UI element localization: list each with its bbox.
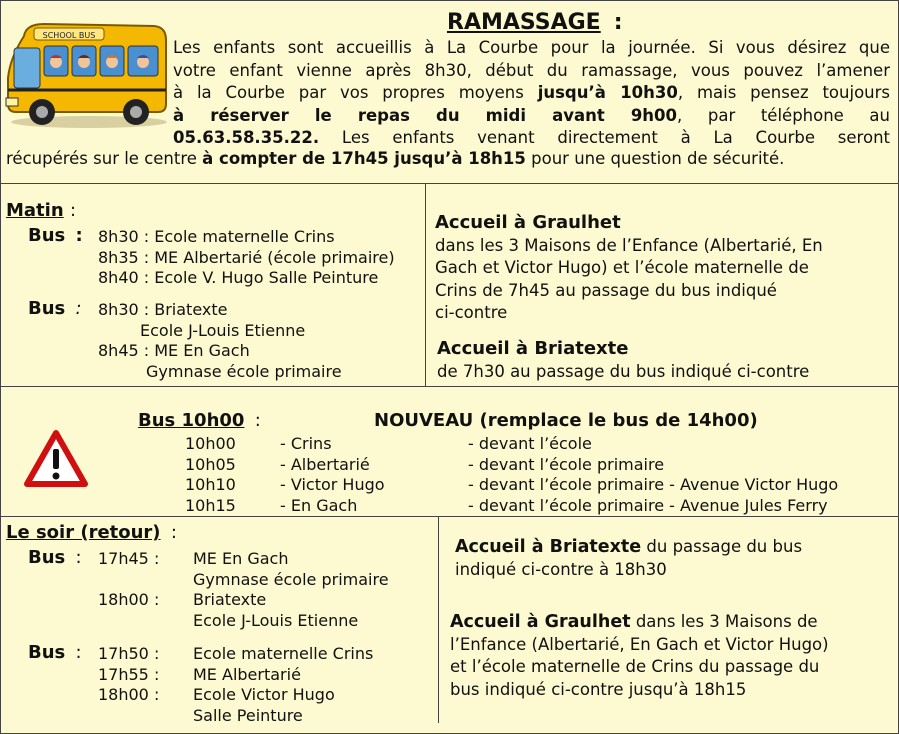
place: ME En Gach	[193, 549, 289, 568]
accueil-briatexte-title: Accueil à Briatexte	[437, 338, 629, 359]
list-item: 8h45 : ME En Gach	[98, 341, 250, 360]
divider-1	[0, 183, 899, 184]
bus-sign-text: SCHOOL BUS	[42, 31, 96, 40]
bus10-place: - Albertarié	[280, 454, 370, 474]
deadline-10h30: jusqu’à 10h30	[537, 83, 678, 102]
matin-accueil-graulhet	[435, 212, 823, 325]
ramassage-line-4: à réserver le repas du midi avant 9h00, par téléphone au	[173, 105, 890, 125]
warning-icon	[24, 429, 88, 489]
ramassage-line-2: votre enfant vienne après 8h30, début du ramassage, vous pouvez l’amener	[173, 60, 890, 80]
text-line: dans les 3 Maisons de l’Enfance (Albertarié, En	[435, 235, 823, 255]
place: Ecole J-Louis Etienne	[193, 610, 359, 630]
list-item: Ecole J-Louis Etienne	[140, 320, 306, 340]
place: ME Albertarié	[193, 664, 301, 684]
ramassage-title-row	[447, 10, 623, 35]
list-item: 8h30 : Ecole maternelle Crins	[98, 227, 335, 246]
matin-accueil-briatexte	[437, 338, 809, 383]
list-item: Gymnase école primaire	[146, 361, 342, 381]
soir-column-divider	[438, 517, 439, 723]
text-line: bus indiqué ci-contre jusqu’à 18h15	[450, 679, 747, 699]
place: Gymnase école primaire	[193, 569, 389, 589]
bus10-time: 10h15	[185, 495, 236, 515]
matin-bus2-label: Bus :	[28, 298, 82, 319]
bus10-place: - Crins	[280, 434, 332, 453]
soir-accueil-graulhet: Accueil à Graulhet dans les 3 Maisons de l’Enfance (Albertarié, En Gach et Victor Hugo) et l’école maternelle de Crins du passage du bus indiqué ci-contre jusqu’à 18h15	[450, 611, 829, 701]
bus10-time: 10h00	[185, 434, 236, 453]
bus10-location: - devant l’école primaire	[468, 454, 665, 474]
title-colon: :	[613, 10, 623, 35]
list-item: 8h35 : ME Albertarié (école primaire)	[98, 247, 395, 267]
bus10-time: 10h05	[185, 454, 236, 474]
ramassage-line-1: Les enfants sont accueillis à La Courbe pour la journée. Si vous désirez que	[173, 38, 890, 57]
ramassage-line-5: 05.63.58.35.22. Les enfants venant directement à La Courbe seront	[173, 128, 890, 147]
text-line: et l’école maternelle de Crins du passage du	[450, 657, 820, 676]
matin-bus1-label: Bus :	[28, 225, 83, 246]
place: Ecole Victor Hugo	[193, 685, 335, 704]
ramassage-last-line: récupérés sur le centre à compter de 17h45 jusqu’à 18h15 pour une question de sécurité.	[6, 149, 785, 168]
bus10-times	[185, 434, 236, 516]
ramassage-line-3: à la Courbe par vos propres moyens jusqu’à 10h30, mais pensez toujours	[173, 83, 890, 102]
divider-3	[0, 516, 899, 517]
list-item: 8h40 : Ecole V. Hugo Salle Peinture	[98, 268, 379, 287]
accueil-briatexte-title: Accueil à Briatexte	[455, 537, 642, 557]
school-bus-illustration	[4, 18, 169, 130]
bus10-heading: Bus 10h00 :	[138, 410, 261, 431]
soir-bus1-places	[193, 549, 389, 631]
matin-bus1-stops	[98, 227, 395, 289]
time: 17h55 :	[98, 664, 160, 684]
bus10-place: - En Gach	[280, 495, 358, 515]
pickup-time-range: à compter de 17h45 jusqu’à 18h15	[202, 149, 526, 168]
matin-heading: Matin :	[6, 200, 77, 221]
nouveau-label: NOUVEAU (remplace le bus de 14h00)	[374, 410, 758, 431]
time: 17h45 :	[98, 549, 160, 568]
time: 17h50 :	[98, 644, 160, 663]
divider-2	[0, 386, 899, 387]
text-line: Crins de 7h45 au passage du bus indiqué	[435, 280, 777, 300]
bus10-location: - devant l’école	[468, 434, 592, 453]
time	[98, 706, 159, 727]
time	[98, 570, 159, 591]
bus10-place: - Victor Hugo	[280, 475, 385, 494]
time	[98, 611, 159, 632]
bus10-location: - devant l’école primaire - Avenue Victor Hugo	[468, 475, 839, 494]
time: 18h00 :	[98, 590, 160, 609]
page-title: RAMASSAGE	[447, 10, 601, 35]
accueil-graulhet-title: Accueil à Graulhet	[435, 212, 621, 233]
place: Ecole maternelle Crins	[193, 644, 374, 663]
place: Briatexte	[193, 590, 267, 609]
place: Salle Peinture	[193, 705, 303, 725]
text-line: Gach et Victor Hugo) et l’école maternelle de	[435, 258, 809, 277]
soir-bus2-label: Bus :	[28, 642, 82, 663]
bus10-places	[280, 434, 385, 516]
soir-bus2-places	[193, 644, 373, 726]
bus10-time: 10h10	[185, 475, 236, 494]
soir-bus1-label: Bus :	[28, 547, 82, 568]
soir-bus1-times	[98, 549, 159, 631]
bus10-location: - devant l’école primaire - Avenue Jules Ferry	[468, 495, 828, 515]
text-line: de 7h30 au passage du bus indiqué ci-contre	[437, 361, 810, 381]
soir-bus2-times	[98, 644, 159, 726]
accueil-graulhet-title: Accueil à Graulhet	[450, 612, 631, 632]
text-line: ci-contre	[435, 303, 508, 322]
text-line: indiqué ci-contre à 18h30	[455, 559, 667, 579]
matin-column-divider	[425, 184, 426, 386]
bus10-locations	[468, 434, 838, 516]
meal-reservation-note: à réserver le repas du midi avant 9h00	[173, 105, 678, 125]
soir-heading: Le soir (retour) :	[6, 522, 177, 543]
ramassage-paragraph	[173, 37, 890, 150]
soir-accueil-briatexte: Accueil à Briatexte du passage du bus indiqué ci-contre à 18h30	[455, 536, 802, 581]
text-line: l’Enfance (Albertarié, En Gach et Victor Hugo)	[450, 634, 829, 654]
matin-bus2-stops	[98, 300, 342, 382]
phone-number: 05.63.58.35.22.	[173, 128, 320, 147]
time: 18h00 :	[98, 685, 160, 704]
list-item: 8h30 : Briatexte	[98, 300, 228, 319]
